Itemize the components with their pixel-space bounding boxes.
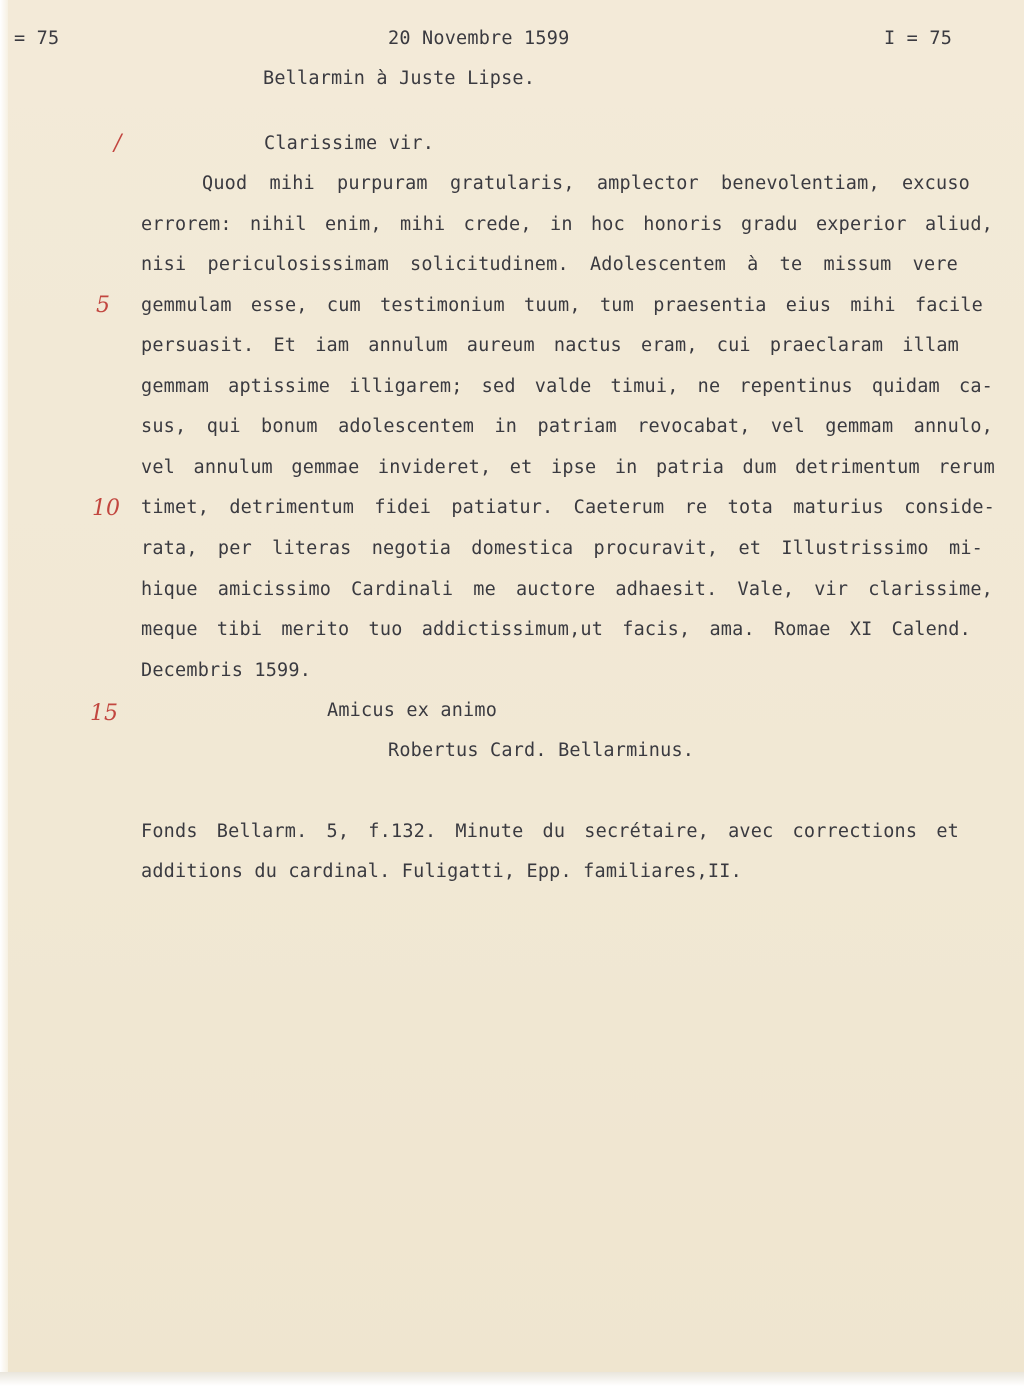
- margin-mark-5: 5: [96, 293, 110, 318]
- body-line: errorem: nihil enim, mihi crede, in hoc honoris gradu experior aliud,: [141, 214, 993, 235]
- archival-note-line: Fonds Bellarm. 5, f.132. Minute du secrétaire, avec corrections et: [141, 821, 959, 842]
- signature: Robertus Card. Bellarminus.: [388, 740, 695, 761]
- body-line: rata, per literas negotia domestica procuravit, et Illustrissimo mi-: [141, 538, 983, 559]
- body-line: meque tibi merito tuo addictissimum,ut facis, ama. Romae XI Calend.: [141, 619, 971, 640]
- body-line: persuasit. Et iam annulum aureum nactus eram, cui praeclaram illam: [141, 335, 959, 356]
- archival-note-line: additions du cardinal. Fuligatti, Epp. familiares,II.: [141, 861, 742, 882]
- margin-mark-10: 10: [92, 496, 120, 521]
- salutation: Clarissime vir.: [264, 133, 435, 154]
- page-ref-right: I = 75: [884, 28, 953, 49]
- closing: Amicus ex animo: [327, 700, 498, 721]
- body-line: vel annulum gemmae invideret, et ipse in patria dum detrimentum rerum: [141, 457, 995, 478]
- margin-mark-1: /: [114, 131, 122, 156]
- letter-date: 20 Novembre 1599: [388, 28, 570, 49]
- page-left-edge: [0, 0, 8, 1386]
- letter-title: Bellarmin à Juste Lipse.: [263, 68, 536, 89]
- page-ref-left: = 75: [14, 28, 60, 49]
- body-line: sus, qui bonum adolescentem in patriam revocabat, vel gemmam annulo,: [141, 416, 993, 437]
- body-line: Quod mihi purpuram gratularis, amplector benevolentiam, excuso: [202, 173, 970, 194]
- body-line: nisi periculosissimam solicitudinem. Adolescentem à te missum vere: [141, 254, 958, 275]
- body-line: gemmam aptissime illigarem; sed valde timui, ne repentinus quidam ca-: [141, 376, 993, 397]
- body-line: timet, detrimentum fidei patiatur. Caeterum re tota maturius conside-: [141, 497, 995, 518]
- margin-mark-15: 15: [90, 701, 118, 726]
- body-line: hique amicissimo Cardinali me auctore adhaesit. Vale, vir clarissime,: [141, 579, 993, 600]
- body-line: Decembris 1599.: [141, 660, 312, 681]
- body-line: gemmulam esse, cum testimonium tuum, tum praesentia eius mihi facile: [141, 295, 983, 316]
- page-bottom-edge: [0, 1372, 1024, 1386]
